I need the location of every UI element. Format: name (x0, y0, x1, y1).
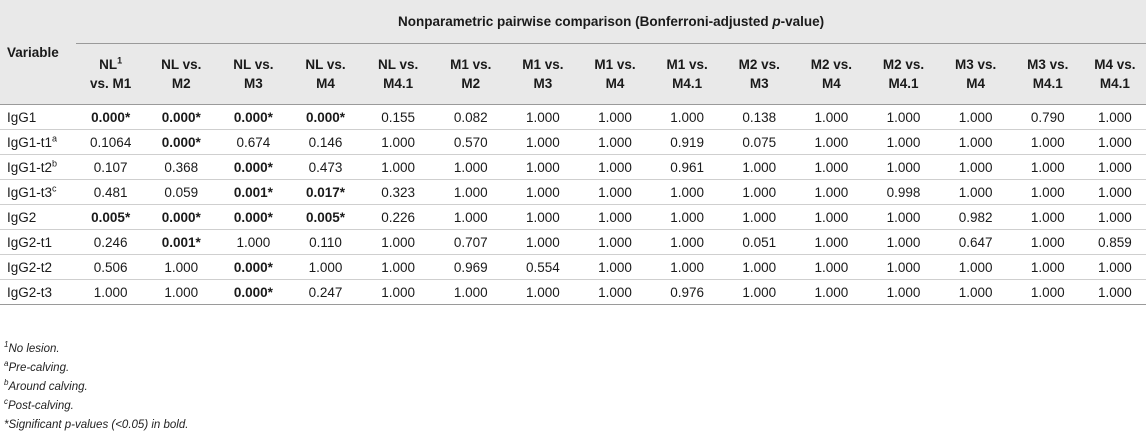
table-cell: 1.000 (1084, 180, 1146, 205)
row-label: IgG1-t1$^a$ (0, 130, 76, 155)
footnote: *Significant p-values (<0.05) in bold. (4, 419, 189, 431)
table-cell: 0.001* (217, 180, 289, 205)
table-cell: 0.859 (1084, 230, 1146, 255)
table-cell: 0.107 (76, 155, 145, 180)
table-cell: 0.982 (940, 205, 1012, 230)
table-cell: 1.000 (723, 280, 795, 305)
table-cell: 0.000* (145, 105, 217, 130)
table-cell: 0.707 (435, 230, 507, 255)
table-cell: 0.506 (76, 255, 145, 280)
column-header: NL vs. M3 (233, 57, 274, 91)
table-cell: 1.000 (940, 105, 1012, 130)
row-label: IgG2-t2 (0, 255, 76, 280)
table-cell: 1.000 (723, 180, 795, 205)
footnote: $^a$Pre-calving. (4, 359, 70, 374)
table-cell: 1.000 (1012, 255, 1084, 280)
column-header: NL vs. M4 (305, 57, 346, 91)
footnotes (4, 340, 188, 435)
table-cell: 1.000 (795, 180, 867, 205)
table-row (0, 155, 1146, 180)
row-label: IgG2 (0, 205, 76, 230)
row-label: IgG1-t3$^c$ (0, 180, 76, 205)
table-row (0, 280, 1146, 305)
table-cell: 1.000 (435, 205, 507, 230)
table-cell: 1.000 (507, 180, 579, 205)
table-cell: 0.368 (145, 155, 217, 180)
table-cell: 1.000 (651, 205, 723, 230)
table-cell: 1.000 (1012, 130, 1084, 155)
table-cell: 1.000 (579, 230, 651, 255)
table-cell: 0.000* (217, 205, 289, 230)
column-header: M1 vs. M4.1 (666, 57, 708, 91)
table-cell: 0.961 (651, 155, 723, 180)
table-cell: 1.000 (1084, 105, 1146, 130)
table-cell: 1.000 (1084, 280, 1146, 305)
column-header: M3 vs. M4.1 (1027, 57, 1069, 91)
table-cell: 1.000 (145, 280, 217, 305)
table-cell: 0.674 (217, 130, 289, 155)
table-cell: 1.000 (362, 130, 435, 155)
table-cell: 1.000 (507, 205, 579, 230)
table-cell: 1.000 (867, 105, 939, 130)
table-cell: 0.998 (867, 180, 939, 205)
table-cell: 0.017* (289, 180, 361, 205)
column-header: M2 vs. M4 (810, 57, 853, 91)
table-cell: 1.000 (1084, 130, 1146, 155)
table-cell: 1.000 (507, 230, 579, 255)
table-cell: 1.000 (795, 205, 867, 230)
footnote: $^1$No lesion. (4, 340, 60, 355)
table-cell: 1.000 (795, 255, 867, 280)
table-cell: 1.000 (76, 280, 145, 305)
table-row (0, 230, 1146, 255)
table-row (0, 105, 1146, 130)
table-cell: 0.001* (145, 230, 217, 255)
table-cell: 1.000 (867, 155, 939, 180)
table-cell: 1.000 (507, 130, 579, 155)
table-cell: 0.647 (940, 230, 1012, 255)
table-row (0, 205, 1146, 230)
table-cell: 1.000 (651, 105, 723, 130)
table-cell: 1.000 (1012, 205, 1084, 230)
table-cell: 1.000 (867, 255, 939, 280)
table-cell: 1.000 (795, 155, 867, 180)
table-cell: 1.000 (795, 130, 867, 155)
column-header: $NL^1$ vs. M1 (90, 55, 132, 91)
table-cell: 1.000 (507, 105, 579, 130)
table-cell: 1.000 (362, 230, 435, 255)
column-header: NL vs. M2 (161, 57, 202, 91)
table-cell: 1.000 (1084, 205, 1146, 230)
table-cell: 0.000* (217, 155, 289, 180)
table-cell: 1.000 (1012, 230, 1084, 255)
table-cell: 1.000 (723, 255, 795, 280)
table-cell: 1.000 (651, 255, 723, 280)
table-cell: 1.000 (651, 180, 723, 205)
table-cell: 1.000 (795, 105, 867, 130)
row-label: IgG1 (0, 105, 76, 130)
table-cell: 1.000 (579, 255, 651, 280)
table-cell: 0.059 (145, 180, 217, 205)
table-cell: 0.473 (289, 155, 361, 180)
table-cell: 1.000 (145, 255, 217, 280)
table-cell: 0.155 (362, 105, 435, 130)
table-cell: 0.075 (723, 130, 795, 155)
table-cell: 0.082 (435, 105, 507, 130)
table-cell: 0.919 (651, 130, 723, 155)
table-cell: 1.000 (579, 180, 651, 205)
table-cell: 0.570 (435, 130, 507, 155)
table-cell: 1.000 (867, 280, 939, 305)
table-cell: 0.1064 (76, 130, 145, 155)
table-cell: 1.000 (362, 155, 435, 180)
table-cell: 1.000 (507, 155, 579, 180)
table-cell: 1.000 (651, 230, 723, 255)
table-cell: 0.005* (76, 205, 145, 230)
table-cell: 1.000 (579, 155, 651, 180)
table-cell: 0.110 (289, 230, 361, 255)
table-cell: 0.000* (76, 105, 145, 130)
table-cell: 1.000 (940, 130, 1012, 155)
table-cell: 1.000 (867, 130, 939, 155)
table-cell: 1.000 (940, 180, 1012, 205)
variable-header: Variable (0, 0, 76, 105)
table-cell: 0.000* (145, 130, 217, 155)
table-cell: 1.000 (579, 205, 651, 230)
table-cell: 1.000 (1012, 180, 1084, 205)
table-cell: 0.790 (1012, 105, 1084, 130)
table-cell: 0.246 (76, 230, 145, 255)
group-header: Nonparametric pairwise comparison (Bonferroni-adjusted p-value) (76, 0, 1146, 44)
table-cell: 1.000 (362, 255, 435, 280)
table-cell: 1.000 (217, 230, 289, 255)
table-cell: 1.000 (795, 280, 867, 305)
column-header: M1 vs. M4 (594, 57, 636, 91)
table-cell: 0.000* (289, 105, 361, 130)
table-cell: 1.000 (579, 105, 651, 130)
column-header: M4 vs. M4.1 (1094, 57, 1136, 91)
column-header: M3 vs. M4 (955, 57, 997, 91)
table-header (0, 0, 1146, 105)
column-header: M2 vs. M4.1 (882, 57, 925, 91)
column-header: M2 vs. M3 (738, 57, 780, 91)
column-header: M1 vs. M2 (450, 57, 492, 91)
table-cell: 1.000 (723, 155, 795, 180)
table-cell: 1.000 (1084, 155, 1146, 180)
table-cell: 0.005* (289, 205, 361, 230)
table-row (0, 130, 1146, 155)
table-cell: 1.000 (795, 230, 867, 255)
table-cell: 0.000* (145, 205, 217, 230)
table-cell: 1.000 (1084, 255, 1146, 280)
table-cell: 0.554 (507, 255, 579, 280)
table-cell: 1.000 (940, 155, 1012, 180)
table-cell: 0.226 (362, 205, 435, 230)
table-cell: 1.000 (867, 205, 939, 230)
table-row (0, 255, 1146, 280)
table-cell: 1.000 (940, 280, 1012, 305)
table-cell: 0.000* (217, 255, 289, 280)
table-cell: 1.000 (940, 255, 1012, 280)
table-cell: 0.146 (289, 130, 361, 155)
footnote: $^b$Around calving. (4, 378, 88, 393)
row-label: IgG2-t3 (0, 280, 76, 305)
table-cell: 1.000 (435, 280, 507, 305)
table-cell: 1.000 (435, 155, 507, 180)
table-cell: 1.000 (1012, 280, 1084, 305)
table-cell: 1.000 (1012, 155, 1084, 180)
table-cell: 1.000 (867, 230, 939, 255)
table-body (0, 105, 1146, 305)
table-cell: 1.000 (435, 180, 507, 205)
table-cell: 0.138 (723, 105, 795, 130)
column-header: M1 vs. M3 (522, 57, 564, 91)
row-label: IgG1-t2$^b$ (0, 155, 76, 180)
table-cell: 1.000 (579, 130, 651, 155)
table-cell: 0.323 (362, 180, 435, 205)
table-cell: 1.000 (362, 280, 435, 305)
table-cell: 1.000 (289, 255, 361, 280)
table-cell: 0.000* (217, 105, 289, 130)
footnote: $^c$Post-calving. (4, 397, 74, 412)
table-cell: 0.969 (435, 255, 507, 280)
table-cell: 0.481 (76, 180, 145, 205)
table-cell: 1.000 (507, 280, 579, 305)
table-row (0, 180, 1146, 205)
table-cell: 0.000* (217, 280, 289, 305)
table-cell: 0.247 (289, 280, 361, 305)
row-label: IgG2-t1 (0, 230, 76, 255)
table-cell: 0.051 (723, 230, 795, 255)
table-cell: 1.000 (579, 280, 651, 305)
table-cell: 0.976 (651, 280, 723, 305)
table-cell: 1.000 (723, 205, 795, 230)
column-header: NL vs. M4.1 (378, 57, 419, 91)
